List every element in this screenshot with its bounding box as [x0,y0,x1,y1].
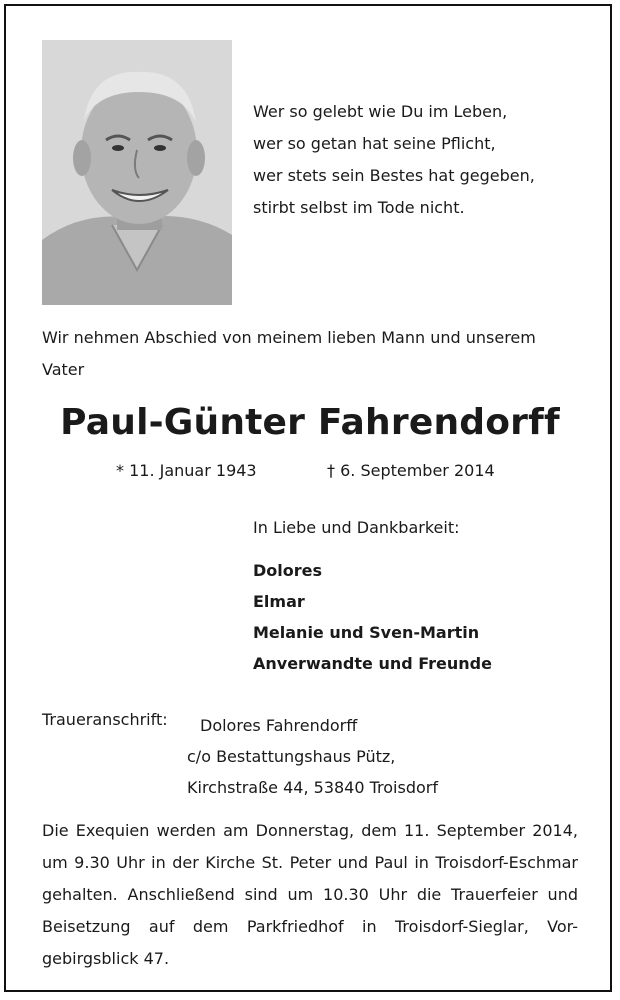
mourner-name: Elmar [253,592,305,611]
service-line: um 9.30 Uhr in der Kirche St. Peter und Paul in Troisdorf-Eschmar [42,853,578,872]
service-line: gebirgsblick 47. [42,949,170,968]
intro-line: Vater [42,360,85,379]
mourner-name: Anverwandte und Freunde [253,654,492,673]
service-line: Beisetzung auf dem Parkfriedhof in Troisdorf-Sieglar, Vor- [42,917,578,936]
poem-line: wer stets sein Bestes hat gegeben, [253,166,535,185]
deceased-name: Paul-Günter Fahrendorff [60,402,560,443]
farewell-intro [42,322,582,386]
mourner-name: Dolores [253,561,323,580]
mourners-list [253,555,492,679]
poem-line: wer so getan hat seine Pflicht, [253,134,496,153]
mourner-name: Melanie und Sven-Martin [253,623,480,642]
address-label: Traueranschrift: [42,710,168,729]
service-details [42,815,578,975]
address-line: c/o Bestattungshaus Pütz, [187,747,396,766]
service-line: gehalten. Anschließend sind um 10.30 Uhr die Trauerfeier und [42,885,578,904]
address-line: Kirchstraße 44, 53840 Troisdorf [187,778,438,797]
death-date: † 6. September 2014 [327,461,495,480]
address-line: Dolores Fahrendorff [200,716,358,735]
birth-date: * 11. Januar 1943 [116,461,257,480]
service-line: Die Exequien werden am Donnerstag, dem 11. September 2014, [42,821,578,840]
intro-line: Wir nehmen Abschied von meinem lieben Mann und unserem [42,328,536,347]
thanks-line: In Liebe und Dankbarkeit: [253,518,460,537]
poem-verse [253,96,535,224]
portrait-photo [42,40,232,305]
mourning-address [187,710,438,803]
poem-line: stirbt selbst im Tode nicht. [253,198,465,217]
poem-line: Wer so gelebt wie Du im Leben, [253,102,508,121]
